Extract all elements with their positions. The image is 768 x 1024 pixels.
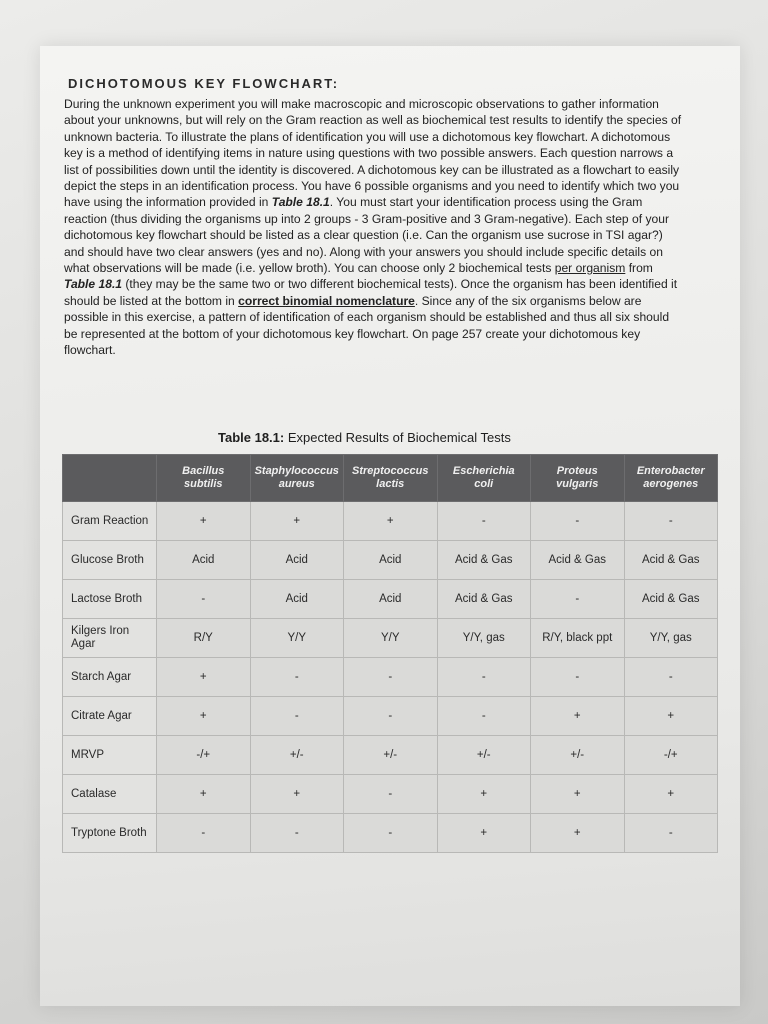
table-caption-label: Table 18.1:	[218, 430, 285, 445]
table-cell: +	[437, 775, 531, 814]
table-cell: Acid	[157, 541, 251, 580]
header-organism	[157, 455, 251, 502]
table-cell: Acid & Gas	[531, 541, 625, 580]
table-row	[63, 541, 718, 580]
section-heading: DICHOTOMOUS KEY FLOWCHART:	[68, 76, 340, 91]
table-cell: +	[157, 697, 251, 736]
table-cell: +/-	[437, 736, 531, 775]
header-species: lactis	[376, 478, 405, 490]
table-cell: -	[344, 814, 438, 853]
paragraph-text: During the unknown experiment you will make macroscopic and microscopic observations to gather information about your unknowns, but will rely on the Gram reaction as well as biochemical test results to identify the species of unknown bacteria. To illustrate the plans of identification you will use a dichotomous key flowchart. A dichotomous key is a method of identifying items in nature using questions with two possible answers. Each question narrows a list of possibilities down until the identity is discovered. A dichotomous key can be illustrated as a flowchart to easily depict the steps in an identification process. You have 6 possible organisms and you need to identify which two you have using the information provided in	[64, 97, 682, 210]
table-cell: -	[531, 580, 625, 619]
table-cell: -	[437, 658, 531, 697]
header-organism	[531, 455, 625, 502]
table-cell: Y/Y, gas	[624, 619, 718, 658]
table-cell: -	[157, 580, 251, 619]
table-reference: Table 18.1	[271, 195, 330, 210]
table-cell: +/-	[531, 736, 625, 775]
header-species: aureus	[278, 478, 315, 490]
header-organism	[624, 455, 718, 502]
table-cell: -	[624, 658, 718, 697]
table-cell: +/-	[344, 736, 438, 775]
table-cell: R/Y, black ppt	[531, 619, 625, 658]
header-species: aerogenes	[643, 478, 699, 490]
row-label: Gram Reaction	[63, 502, 157, 541]
row-label: Citrate Agar	[63, 697, 157, 736]
instructions-paragraph	[64, 96, 682, 359]
header-organism	[344, 455, 438, 502]
header-organism	[250, 455, 344, 502]
table-cell: +/-	[250, 736, 344, 775]
table-cell: -	[437, 502, 531, 541]
table-cell: -/+	[157, 736, 251, 775]
table-cell: Y/Y	[250, 619, 344, 658]
header-organism	[437, 455, 531, 502]
table-cell: Y/Y, gas	[437, 619, 531, 658]
table-row	[63, 736, 718, 775]
paragraph-text: from	[625, 261, 653, 276]
table-cell: -	[531, 502, 625, 541]
table-row	[63, 775, 718, 814]
paragraph-text: . Since any of the six organisms below are possible in this exercise, a pattern of identification of each organism should be established and thus all six should be represented at the bottom of your dichotomous key flowchart. On page 257 create your dichotomous key flowchart.	[64, 293, 670, 358]
row-label: MRVP	[63, 736, 157, 775]
table-cell: Acid	[344, 580, 438, 619]
table-cell: Y/Y	[344, 619, 438, 658]
table-cell: -	[437, 697, 531, 736]
row-label: Glucose Broth	[63, 541, 157, 580]
table-cell: +	[157, 658, 251, 697]
table-row	[63, 814, 718, 853]
table-cell: Acid & Gas	[437, 580, 531, 619]
table-cell: +	[531, 814, 625, 853]
table-cell: -	[624, 502, 718, 541]
paragraph-text: . You must start your identification process using the Gram reaction (thus dividing the organisms up into 2 groups - 3 Gram-positive and 3 Gram-negative). Each step of your dichotomous key flowchart should be listed as a clear question (i.e. Can the organism use sucrose in TSI agar?) and should have two clear answers (yes and no). Along with your answers you should include specific details on what observations will be made (i.e. yellow broth). You can choose only 2 biochemical tests	[64, 195, 669, 276]
table-row	[63, 697, 718, 736]
table-cell: +	[437, 814, 531, 853]
table-cell: -	[250, 814, 344, 853]
underlined-text: per organism	[554, 261, 626, 276]
paragraph-text: (they may be the same two or two different biochemical tests). Once the organism has been identified it should be listed at the bottom in	[64, 277, 678, 308]
table-caption	[218, 430, 511, 445]
table-cell: -	[250, 658, 344, 697]
header-genus: Proteus	[556, 465, 598, 477]
table-cell: -	[344, 775, 438, 814]
biochemical-results-table	[62, 454, 718, 853]
table-cell: Acid	[250, 541, 344, 580]
table-cell: Acid	[250, 580, 344, 619]
underlined-bold-text: correct binomial nomenclature	[238, 293, 415, 308]
table-cell: -	[531, 658, 625, 697]
table-cell: Acid & Gas	[437, 541, 531, 580]
table-cell: -/+	[624, 736, 718, 775]
header-genus: Staphylococcus	[254, 465, 339, 477]
table-cell: Acid & Gas	[624, 541, 718, 580]
header-species: subtilis	[183, 478, 223, 490]
header-genus: Streptococcus	[352, 465, 429, 477]
table-cell: +	[344, 502, 438, 541]
table-caption-text: Expected Results of Biochemical Tests	[284, 430, 511, 445]
table-cell: +	[531, 697, 625, 736]
table-cell: Acid & Gas	[624, 580, 718, 619]
table-cell: -	[250, 697, 344, 736]
row-label: Starch Agar	[63, 658, 157, 697]
table-cell: Acid	[344, 541, 438, 580]
row-label: Kilgers Iron Agar	[63, 619, 157, 658]
table-row	[63, 658, 718, 697]
table-cell: +	[250, 502, 344, 541]
row-label: Catalase	[63, 775, 157, 814]
table-header-row	[63, 455, 718, 502]
header-genus: Bacillus	[182, 465, 225, 477]
table-cell: +	[624, 775, 718, 814]
row-label: Lactose Broth	[63, 580, 157, 619]
table-row	[63, 502, 718, 541]
row-label: Tryptone Broth	[63, 814, 157, 853]
header-genus: Escherichia	[452, 465, 515, 477]
header-corner-cell	[63, 455, 157, 502]
header-genus: Enterobacter	[636, 465, 705, 477]
table-cell: +	[531, 775, 625, 814]
table-cell: +	[624, 697, 718, 736]
table-row	[63, 580, 718, 619]
table-cell: -	[344, 658, 438, 697]
table-cell: -	[624, 814, 718, 853]
table-cell: -	[157, 814, 251, 853]
table-reference: Table 18.1	[64, 277, 123, 292]
table-cell: R/Y	[157, 619, 251, 658]
table-cell: +	[250, 775, 344, 814]
table-row	[63, 619, 718, 658]
table-cell: +	[157, 502, 251, 541]
header-species: coli	[474, 478, 494, 490]
table-cell: +	[157, 775, 251, 814]
table-cell: -	[344, 697, 438, 736]
header-species: vulgaris	[556, 478, 599, 490]
